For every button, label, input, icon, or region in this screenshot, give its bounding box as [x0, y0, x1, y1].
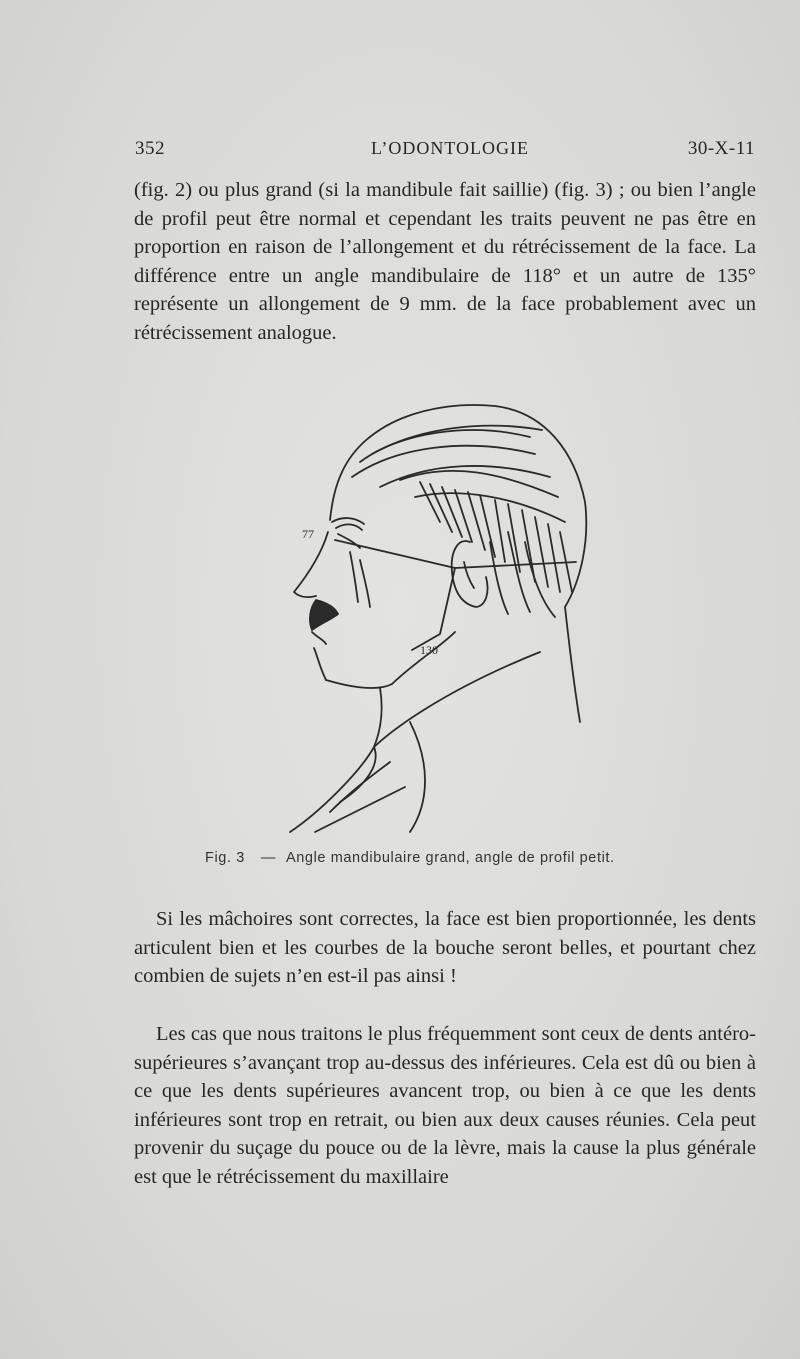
journal-title: L’ODONTOLOGIE — [371, 138, 529, 158]
mandibular-angle-label: 130 — [420, 643, 438, 657]
figure-caption-number: Fig. 3 — [205, 850, 245, 866]
profile-sketch-drawing — [280, 392, 600, 852]
issue-date: 30-X-11 — [687, 138, 755, 159]
profile-angle-label: 77 — [302, 527, 314, 541]
paragraph-2: Si les mâchoires sont correctes, la face est bien proportionnée, les dents articulent bien et les courbes de la bouche seront belles, et pourtant chez combien de sujets n’en est-il pas ainsi ! — [134, 908, 756, 988]
figure-caption-text: Angle mandibulaire grand, angle de profil petit. — [285, 850, 615, 866]
running-header — [135, 138, 755, 162]
figure-profile-sketch — [280, 392, 600, 852]
paragraph-1: (fig. 2) ou plus grand (si la mandibule fait saillie) (fig. 3) ; ou bien l’angle de profil peut être normal et cependant les traits peuvent ne pas être en proportion en raison de l’allongement et du rétrécissement de la face. La différence entre un angle mandibulaire de 118° et un autre de 135° représente un allongement de 9 mm. de la face probablement avec un rétrécissement analogue. — [134, 179, 756, 344]
paragraph-3: Les cas que nous traitons le plus fréquemment sont ceux de dents antéro-supérieures s’avançant trop au-dessus des inférieures. Cela est dû ou bien à ce que les dents supérieures avancent trop, ou bien à ce que les dents inférieures sont trop en retrait, ou bien aux deux causes réunies. Cela peut provenir du suçage du pouce ou de la lèvre, mais la cause la plus générale est que le rétrécissement du maxillaire — [134, 1023, 756, 1188]
figure-caption — [205, 850, 705, 866]
figure-caption-dash: — — [260, 850, 276, 866]
page-number: 352 — [135, 138, 165, 159]
